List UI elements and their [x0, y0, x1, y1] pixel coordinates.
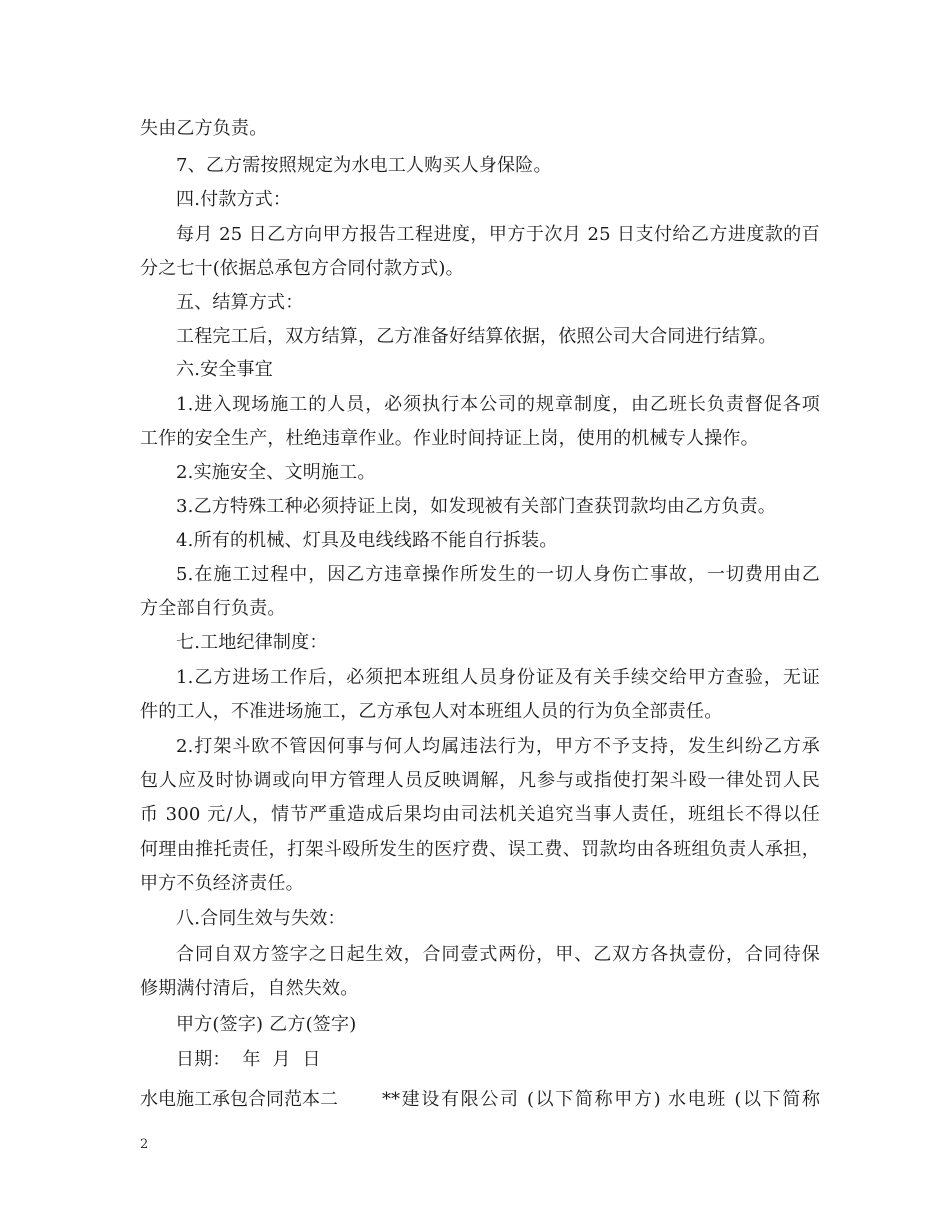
section-heading: 五、结算方式： [176, 292, 304, 313]
section-heading: 四.付款方式： [176, 189, 292, 210]
paragraph-line: 2.打架斗欧不管因何事与何人均属违法行为，甲方不予支持，发生纠纷乙方承 [176, 736, 820, 757]
paragraph-line: 方全部自行负责。 [140, 598, 286, 619]
section-heading: 七.工地纪律制度： [176, 632, 328, 653]
paragraph-line: 甲方不负经济责任。 [140, 873, 304, 894]
paragraph-line: 件的工人，不准进场施工，乙方承包人对本班组人员的行为负全部责任。 [140, 701, 723, 722]
paragraph-line: 3.乙方特殊工种必须持证上岗，如发现被有关部门查获罚款均由乙方负责。 [176, 496, 776, 517]
paragraph-line: 1.乙方进场工作后，必须把本班组人员身份证及有关手续交给甲方查验，无证 [176, 667, 820, 688]
next-section-title: 水电施工承包合同范本二 [140, 1089, 338, 1110]
paragraph-line: 币 300 元/人，情节严重造成后果均由司法机关追究当事人责任，班组长不得以任 [140, 804, 820, 825]
next-section-opening: **建设有限公司 (以下简称甲方) 水电班 (以下简称 [382, 1089, 820, 1110]
paragraph-line: 分之七十(依据总承包方合同付款方式)。 [140, 258, 464, 279]
paragraph-line: 合同自双方签字之日起生效，合同壹式两份，甲、乙双方各执壹份，合同待保 [176, 944, 820, 965]
paragraph-line: 2.实施安全、文明施工。 [176, 462, 376, 483]
paragraph-line: 5.在施工过程中，因乙方违章操作所发生的一切人身伤亡事故，一切费用由乙 [176, 564, 820, 585]
paragraph-line: 每月 25 日乙方向甲方报告工程进度，甲方于次月 25 日支付给乙方进度款的百 [176, 224, 820, 245]
paragraph-line: 包人应及时协调或向甲方管理人员反映调解，凡参与或指使打架斗殴一律处罚人民 [140, 770, 820, 791]
paragraph-line: 4.所有的机械、灯具及电线线路不能自行拆装。 [176, 530, 558, 551]
paragraph-line: 工作的安全生产，杜绝违章作业。作业时间持证上岗，使用的机械专人操作。 [140, 428, 759, 449]
paragraph-line: 何理由推托责任，打架斗殴所发生的医疗费、误工费、罚款均由各班组负责人承担， [140, 839, 820, 860]
signature-line: 甲方(签字) 乙方(签字) [176, 1014, 357, 1035]
paragraph-line: 修期满付清后，自然失效。 [140, 978, 359, 999]
page-number: 2 [140, 1137, 149, 1152]
paragraph-line: 失由乙方负责。 [140, 118, 268, 139]
paragraph-line: 工程完工后，双方结算，乙方准备好结算依据，依照公司大合同进行结算。 [176, 326, 777, 347]
date-line: 日期： 年 月 日 [176, 1049, 321, 1070]
paragraph-line: 7、乙方需按照规定为水电工人购买人身保险。 [176, 155, 552, 176]
section-heading: 六.安全事宜 [176, 359, 273, 380]
paragraph-line: 1.进入现场施工的人员，必须执行本公司的规章制度，由乙班长负责督促各项 [176, 394, 820, 415]
section-heading: 八.合同生效与失效： [176, 908, 346, 929]
